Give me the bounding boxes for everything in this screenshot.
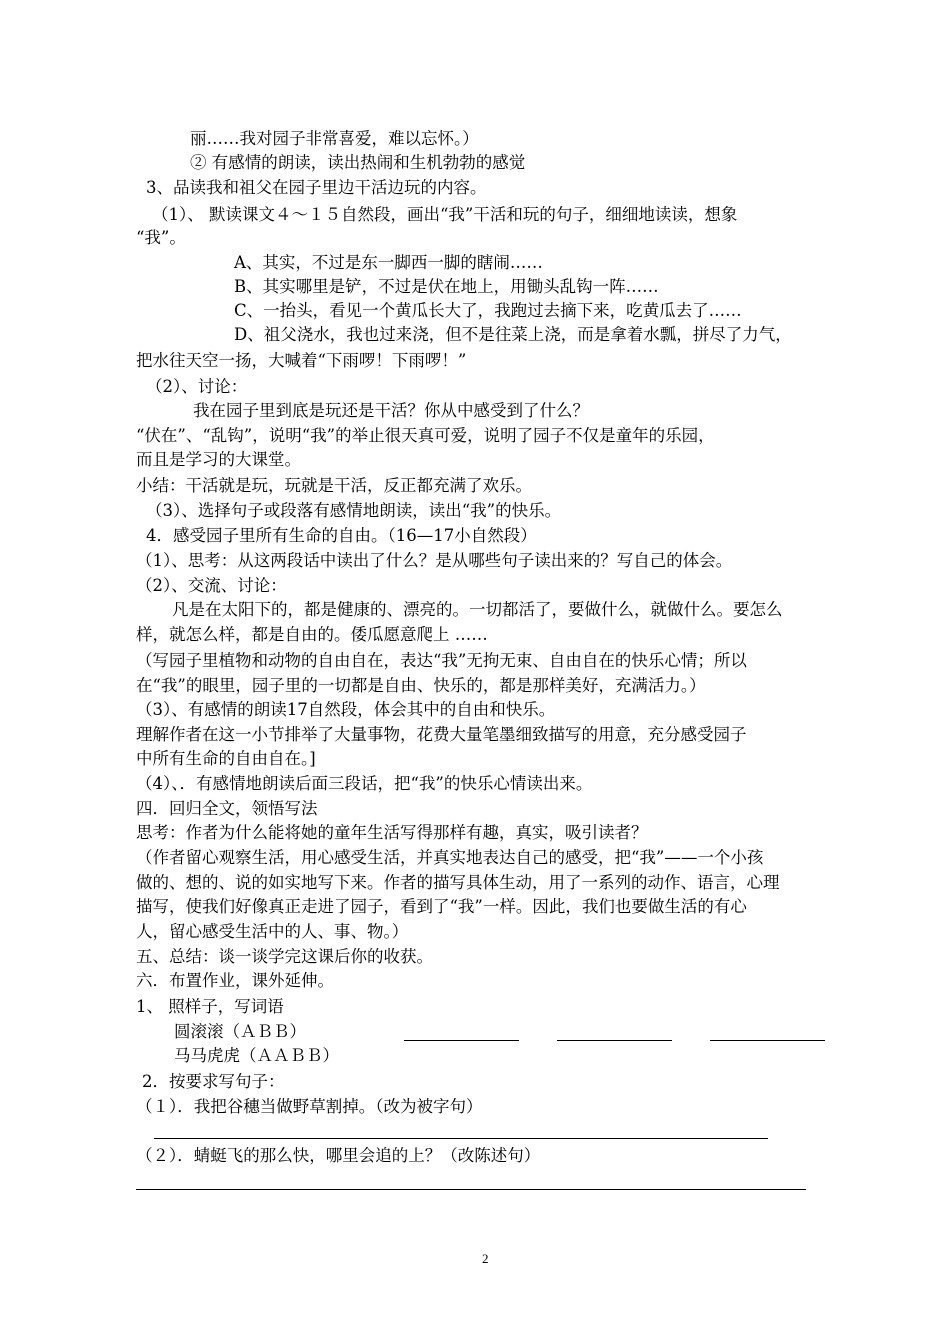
text-line: 2．按要求写句子：: [142, 1072, 285, 1091]
section-heading: 3、品读我和祖父在园子里边干活边玩的内容。: [146, 178, 487, 197]
list-item: C、一抬头，看见一个黄瓜长大了，我跑过去摘下来，吃黄瓜去了……: [234, 301, 742, 320]
answer-blank[interactable]: [557, 1040, 672, 1041]
text-line: “伏在”、“乱钩”，说明“我”的举止很天真可爱，说明了园子不仅是童年的乐园，: [136, 426, 715, 445]
text-line: “我”。: [136, 228, 186, 247]
text-line: 小结：干活就是玩，玩就是干活，反正都充满了欢乐。: [136, 476, 532, 495]
section-heading: 四．回归全文，领悟写法: [136, 799, 318, 818]
text-line: 思考：作者为什么能将她的童年生活写得那样有趣，真实，吸引读者？: [136, 823, 648, 842]
text-line: 在“我”的眼里，园子里的一切都是自由、快乐的，都是那样美好，充满活力。）: [136, 676, 706, 695]
text-line: 把水往天空一扬，大喊着“下雨啰！下雨啰！”: [136, 351, 467, 370]
text-line: 圆滚滚（ＡＢＢ）: [174, 1022, 306, 1041]
text-line: 中所有生命的自由自在。]: [136, 749, 316, 768]
text-line: （1）、思考：从这两段话中读出了什么？是从哪些句子读出来的？写自己的体会。: [136, 551, 733, 570]
list-item: A、其实，不过是东一脚西一脚的瞎闹……: [234, 253, 543, 272]
text-line: （3）、选择句子或段落有感情地朗读，读出“我”的快乐。: [146, 501, 562, 520]
text-line: 而且是学习的大课堂。: [136, 450, 301, 469]
text-line: （2）、交流、讨论：: [136, 576, 287, 595]
text-line: ② 有感情的朗读，读出热闹和生机勃勃的感觉: [190, 153, 526, 172]
section-heading: 六．布置作业，课外延伸。: [136, 971, 334, 990]
text-line: （1）、 默读课文４～１５自然段，画出“我”干活和玩的句子，细细地读读，想象: [152, 205, 738, 224]
text-line: （２）．蜻蜓飞的那么快，哪里会追的上？（改陈述句）: [136, 1146, 541, 1165]
list-item: B、其实哪里是铲，不过是伏在地上，用锄头乱钩一阵……: [234, 277, 659, 296]
text-line: 理解作者在这一小节排举了大量事物，花费大量笔墨细致描写的用意，充分感受园子: [136, 725, 747, 744]
list-item: D、祖父浇水，我也过来浇，但不是往菜上浇，而是拿着水瓢，拼尽了力气，: [234, 325, 792, 344]
answer-line[interactable]: [136, 1189, 806, 1190]
text-line: （4）、．有感情地朗读后面三段话，把“我”的快乐心情读出来。: [136, 774, 593, 793]
section-heading: 4．感受园子里所有生命的自由。（16—17小自然段）: [146, 526, 537, 545]
text-line: 凡是在太阳下的，都是健康的、漂亮的。一切都活了，要做什么，就做什么。要怎么: [172, 600, 783, 619]
text-line: 马马虎虎（ＡＡＢＢ）: [174, 1046, 339, 1065]
text-line: （作者留心观察生活，用心感受生活，并真实地表达自己的感受，把“我”——一个小孩: [136, 848, 764, 867]
text-line: 做的、想的、说的如实地写下来。作者的描写具体生动，用了一系列的动作、语言，心理: [136, 873, 780, 892]
text-line: （写园子里植物和动物的自由自在，表达“我”无拘无束、自由自在的快乐心情；所以: [136, 651, 747, 670]
text-line: （１）．我把谷穗当做野草割掉。（改为被字句）: [136, 1097, 483, 1116]
text-line: 样，就怎么样，都是自由的。倭瓜愿意爬上 ……: [136, 625, 488, 644]
answer-blank[interactable]: [710, 1040, 825, 1041]
text-line: 1、 照样子，写词语: [136, 997, 284, 1016]
text-line: 人，留心感受生活中的人、事、物。）: [136, 922, 409, 941]
text-line: 丽……我对园子非常喜爱，难以忘怀。）: [190, 129, 479, 148]
page-number: 2: [482, 1251, 489, 1266]
answer-blank[interactable]: [404, 1040, 519, 1041]
text-line: （2）、讨论：: [146, 377, 248, 396]
section-heading: 五、总结：谈一谈学完这课后你的收获。: [136, 947, 433, 966]
answer-line[interactable]: [154, 1138, 768, 1139]
text-line: 描写，使我们好像真正走进了园子，看到了“我”一样。因此，我们也要做生活的有心: [136, 897, 747, 916]
text-line: （3）、有感情的朗读17自然段，体会其中的自由和快乐。: [136, 700, 556, 719]
text-line: 我在园子里到底是玩还是干活？你从中感受到了什么？: [193, 401, 589, 420]
